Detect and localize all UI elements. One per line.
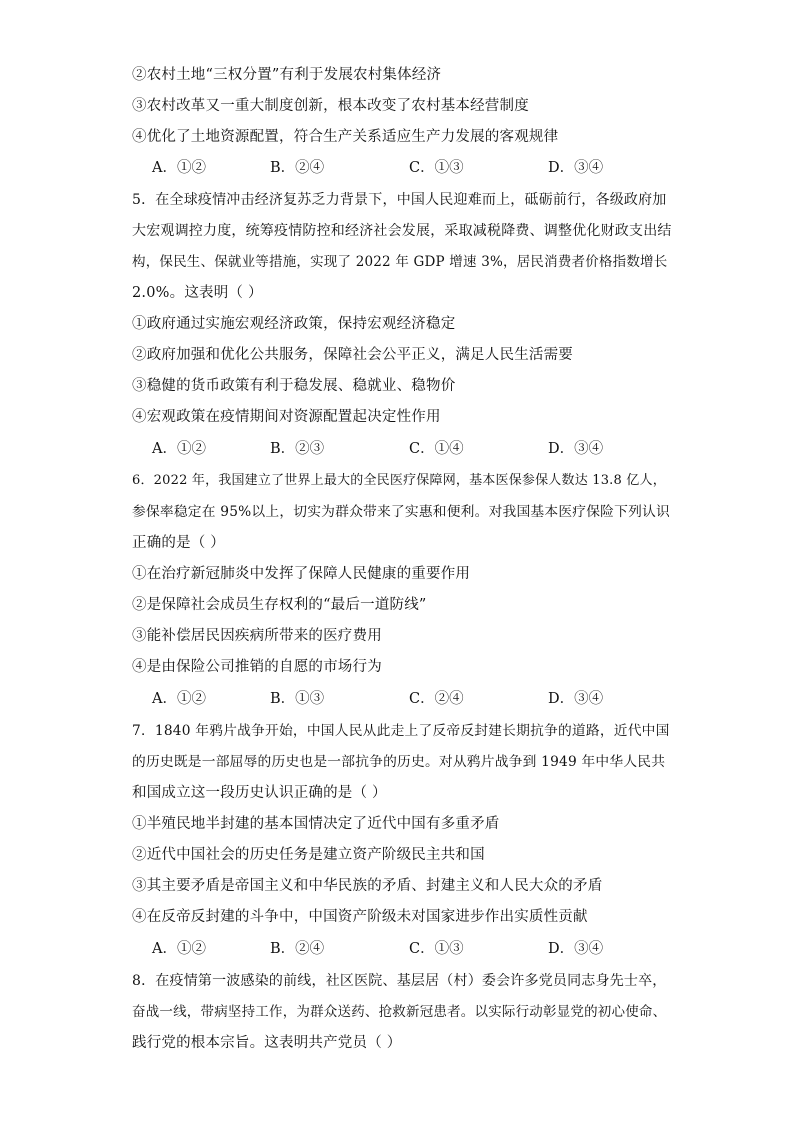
- q7-item-4: ④在反帝反封建的斗争中，中国资产阶级未对国家进步作出实质性贡献: [132, 909, 588, 925]
- q4-option-a[interactable]: A．①②: [152, 160, 206, 176]
- q5-option-c[interactable]: C．①④: [409, 441, 464, 457]
- q5-item-4: ④宏观政策在疫情期间对资源配置起决定性作用: [132, 409, 441, 425]
- q6-option-d[interactable]: D．③④: [548, 691, 604, 707]
- q6-stem-line-2: 参保率稳定在 95%以上，切实为群众带来了实惠和便利。对我国基本医疗保险下列认识: [132, 504, 670, 520]
- q6-stem-line-1: 6．2022 年，我国建立了世界上最大的全民医疗保障网，基本医保参保人数达 13.8 亿人，: [132, 473, 666, 488]
- q8-stem-line-2: 奋战一线，带病坚持工作，为群众送药、抢救新冠患者。以实际行动彰显党的初心使命、: [132, 1004, 667, 1020]
- q5-option-a[interactable]: A．①②: [152, 441, 206, 457]
- q6-options: [152, 689, 672, 709]
- q5-option-b[interactable]: B．②③: [270, 441, 325, 457]
- q7-stem-line-1: 7．1840 年鸦片战争开始，中国人民从此走上了反帝反封建长期抗争的道路，近代中国: [132, 723, 670, 739]
- q5-options: [152, 439, 672, 459]
- q7-item-1: ①半殖民地半封建的基本国情决定了近代中国有多重矛盾: [132, 816, 500, 832]
- q4-option-c[interactable]: C．①③: [409, 160, 464, 176]
- q5-stem-line-2: 大宏观调控力度，统筹疫情防控和经济社会发展，采取减税降费、调整优化财政支出结: [132, 223, 672, 239]
- q7-options: [152, 939, 672, 959]
- q8-stem-line-3: 践行党的根本宗旨。这表明共产党员（ ）: [132, 1035, 402, 1051]
- q6-item-2: ②是保障社会成员生存权利的“最后一道防线”: [132, 597, 427, 613]
- q6-item-1: ①在治疗新冠肺炎中发挥了保障人民健康的重要作用: [132, 566, 471, 582]
- q5-stem-line-1: 5．在全球疫情冲击经济复苏乏力背景下，中国人民迎难而上，砥砺前行，各级政府加: [132, 192, 667, 208]
- q5-stem-line-3: 构，保民生、保就业等措施，实现了 2022 年 GDP 增速 3%，居民消费者价格指数增长: [132, 254, 668, 270]
- q6-stem-line-3: 正确的是（ ）: [132, 535, 226, 551]
- q7-item-2: ②近代中国社会的历史任务是建立资产阶级民主共和国: [132, 847, 485, 863]
- q6-option-c[interactable]: C．②④: [409, 691, 464, 707]
- q7-option-a[interactable]: A．①②: [152, 941, 206, 957]
- q4-option-b[interactable]: B．②④: [270, 160, 325, 176]
- q5-item-1: ①政府通过实施宏观经济政策，保持宏观经济稳定: [132, 316, 456, 332]
- q7-stem-line-2: 的历史既是一部屈辱的历史也是一部抗争的历史。对从鸦片战争到 1949 年中华人民共: [132, 754, 666, 770]
- q5-item-3: ③稳健的货币政策有利于稳发展、稳就业、稳物价: [132, 378, 456, 394]
- q6-option-b[interactable]: B．①③: [270, 691, 325, 707]
- q6-item-4: ④是由保险公司推销的自愿的市场行为: [132, 659, 382, 675]
- q7-option-b[interactable]: B．②④: [270, 941, 325, 957]
- q7-stem-line-3: 和国成立这一段历史认识正确的是（ ）: [132, 785, 387, 801]
- q5-item-2: ②政府加强和优化公共服务，保障社会公平正义，满足人民生活需要: [132, 347, 573, 363]
- q7-item-3: ③其主要矛盾是帝国主义和中华民族的矛盾、封建主义和人民大众的矛盾: [132, 878, 603, 894]
- q4-option-d[interactable]: D．③④: [548, 160, 604, 176]
- q7-option-d[interactable]: D．③④: [548, 941, 604, 957]
- q8-stem-line-1: 8．在疫情第一波感染的前线，社区医院、基层居（村）委会许多党员同志身先士卒，: [132, 973, 667, 989]
- q4-item-4: ④优化了土地资源配置，符合生产关系适应生产力发展的客观规律: [132, 129, 559, 145]
- q4-options: [152, 158, 672, 178]
- q5-option-d[interactable]: D．③④: [548, 441, 604, 457]
- q6-option-a[interactable]: A．①②: [152, 691, 206, 707]
- q6-item-3: ③能补偿居民因疾病所带来的医疗费用: [132, 628, 382, 644]
- q4-item-3: ③农村改革又一重大制度创新，根本改变了农村基本经营制度: [132, 98, 529, 114]
- q4-item-2: ②农村土地“三权分置”有利于发展农村集体经济: [132, 67, 442, 83]
- q7-option-c[interactable]: C．①③: [409, 941, 464, 957]
- q5-stem-line-4: 2.0%。这表明（ ）: [132, 285, 263, 301]
